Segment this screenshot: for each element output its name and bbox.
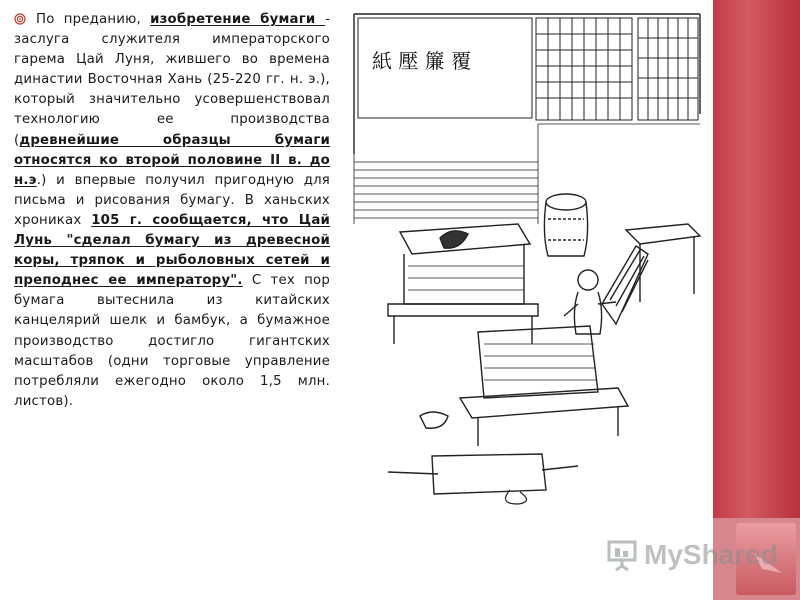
text-first-paper: .) и впервые получил пригодную для письма и рисования бумагу. В ханьских хрониках bbox=[14, 172, 330, 228]
text-intro: По преданию, bbox=[36, 12, 151, 27]
text-cai-lun: - заслуга служителя императорского гарема Цай Луня, жившего во времена династии Восточная Хань (25-220 гг. н. э.), который значительно усовершенствовал технологию ее производства ( bbox=[14, 12, 330, 148]
target-bullet-icon bbox=[14, 13, 26, 25]
watermark-text: MyShared bbox=[644, 539, 778, 570]
drying-frame bbox=[602, 246, 648, 324]
text-conclusion: С тех пор бумага вытеснила из китайских канцелярий шелк и бамбук, а бумажное производство достигло гигантских масштабов (одни торговые управление потребляли ежегодно около 1,5 млн. листов). bbox=[14, 273, 330, 409]
stone bbox=[420, 412, 448, 428]
main-text bbox=[14, 10, 330, 412]
watermark bbox=[606, 537, 778, 573]
wall-boards bbox=[354, 124, 700, 224]
worker-figure bbox=[564, 270, 616, 334]
link-paper-invention: изобретение бумаги bbox=[150, 12, 325, 27]
papermaking-illustration bbox=[348, 4, 704, 524]
side-table bbox=[626, 224, 700, 302]
presentation-screen-icon bbox=[606, 538, 638, 572]
link-oldest-samples: древнейшие образцы бумаги относятся ко второй половине II в. до н.э bbox=[14, 132, 330, 188]
press-board bbox=[388, 454, 578, 504]
decorative-side-bar bbox=[713, 0, 800, 600]
paragraph bbox=[14, 10, 330, 412]
calligraphy-title: 紙 壓 簾 覆 bbox=[372, 49, 472, 73]
vat-table bbox=[388, 224, 538, 344]
paper-stack-table bbox=[460, 326, 628, 446]
jar bbox=[544, 194, 587, 256]
window-lattice bbox=[536, 18, 698, 120]
link-chronicle-quote: 105 г. сообщается, что Цай Лунь "сделал бумагу из древесной коры, тряпок и рыболовных сетей и преподнес ее императору". bbox=[14, 212, 331, 289]
